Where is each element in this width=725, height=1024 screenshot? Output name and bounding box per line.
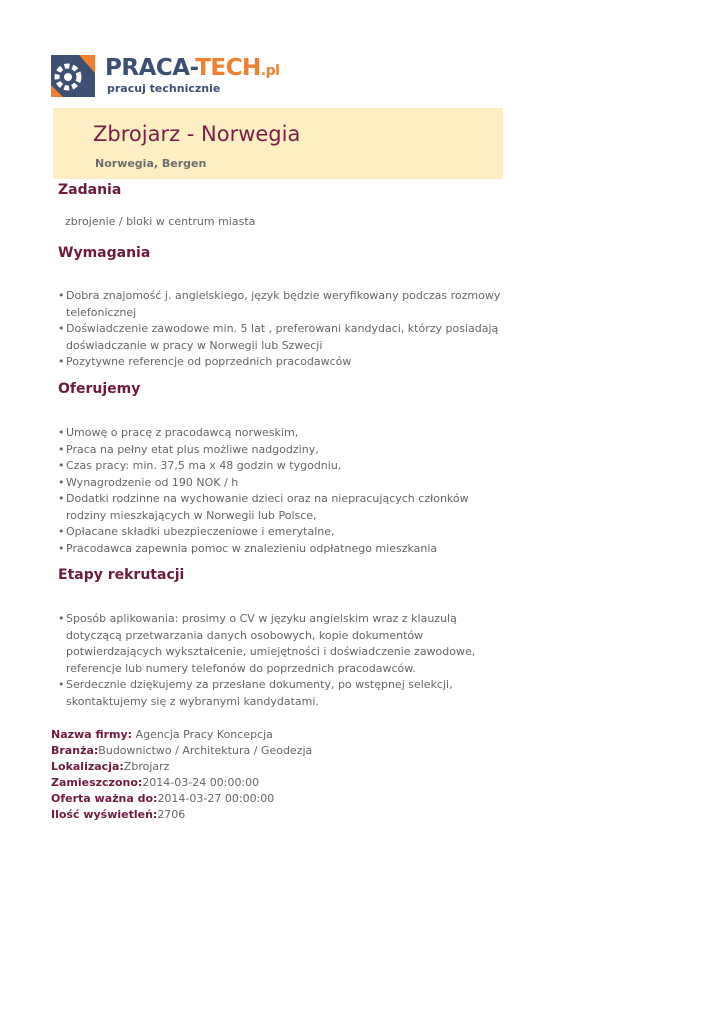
job-meta <box>51 727 312 823</box>
job-location: Norwegia, Bergen <box>95 157 207 170</box>
job-header <box>53 108 503 179</box>
list-item: • Sposób aplikowania: prosimy o CV w języku angielskim wraz z klauzulą dotyczącą przetwarzania danych osobowych, kopie dokumentów potwierdzających wykształcenie, umiejętności i doświadczenie zawodowe, referencje lub numery telefonów do poprzednich pracodawców. <box>58 611 508 677</box>
meta-valid-label: Oferta ważna do: <box>51 792 158 805</box>
recruitment-list <box>58 611 508 710</box>
meta-industry <box>51 743 312 759</box>
logo-brand-part3: .pl <box>260 63 280 79</box>
logo-wordmark <box>105 55 279 84</box>
meta-views-label: Ilość wyświetleń: <box>51 808 158 821</box>
meta-industry-value: Budownictwo / Architektura / Geodezja <box>98 744 313 757</box>
list-item: • Opłacane składki ubezpieczeniowe i emerytalne, <box>58 524 508 541</box>
meta-industry-label: Branża: <box>51 744 99 757</box>
meta-posted-value: 2014-03-24 00:00:00 <box>142 776 260 789</box>
list-item: • Umowę o pracę z pracodawcą norweskim, <box>58 425 508 442</box>
meta-location-label: Lokalizacja: <box>51 760 124 773</box>
requirements-list <box>58 288 508 371</box>
section-heading-recruitment: Etapy rekrutacji <box>58 567 185 583</box>
section-heading-requirements: Wymagania <box>58 245 151 261</box>
list-item: • Praca na pełny etat plus możliwe nadgodziny, <box>58 442 508 459</box>
offer-list <box>58 425 508 557</box>
meta-location-value: Zbrojarz <box>123 760 170 773</box>
logo-brand-part1: PRACA- <box>105 55 196 81</box>
meta-company-label: Nazwa firmy: <box>51 728 133 741</box>
list-item: • Dodatki rodzinne na wychowanie dzieci oraz na niepracujących członków rodziny mieszkających w Norwegii lub Polsce, <box>58 491 508 524</box>
list-item: • Pracodawca zapewnia pomoc w znalezieniu odpłatnego mieszkania <box>58 541 508 558</box>
tasks-text: zbrojenie / bloki w centrum miasta <box>65 215 256 228</box>
list-item: • Doświadczenie zawodowe min. 5 lat , preferowani kandydaci, którzy posiadają doświadczanie w pracy w Norwegii lub Szwecji <box>58 321 508 354</box>
meta-valid <box>51 791 312 807</box>
gear-logo-icon <box>51 55 95 97</box>
job-title: Zbrojarz - Norwegia <box>93 122 301 146</box>
meta-valid-value: 2014-03-27 00:00:00 <box>157 792 275 805</box>
list-item: • Pozytywne referencje od poprzednich pracodawców <box>58 354 508 371</box>
meta-company-value: Agencja Pracy Koncepcja <box>132 728 273 741</box>
meta-posted <box>51 775 312 791</box>
section-heading-tasks: Zadania <box>58 182 122 198</box>
list-item: • Wynagrodzenie od 190 NOK / h <box>58 475 508 492</box>
logo-tagline: pracuj technicznie <box>107 82 221 95</box>
list-item: • Dobra znajomość j. angielskiego, język będzie weryfikowany podczas rozmowy telefonicznej <box>58 288 508 321</box>
list-item: • Serdecznie dziękujemy za przesłane dokumenty, po wstępnej selekcji, skontaktujemy się z wybranymi kandydatami. <box>58 677 508 710</box>
meta-location <box>51 759 312 775</box>
logo-brand-part2: TECH <box>195 55 261 81</box>
list-item: • Czas pracy: min. 37,5 ma x 48 godzin w tygodniu, <box>58 458 508 475</box>
site-logo[interactable] <box>51 53 280 101</box>
meta-company <box>51 727 312 743</box>
meta-views-value: 2706 <box>157 808 186 821</box>
section-heading-offer: Oferujemy <box>58 381 141 397</box>
meta-posted-label: Zamieszczono: <box>51 776 143 789</box>
meta-views <box>51 807 312 823</box>
